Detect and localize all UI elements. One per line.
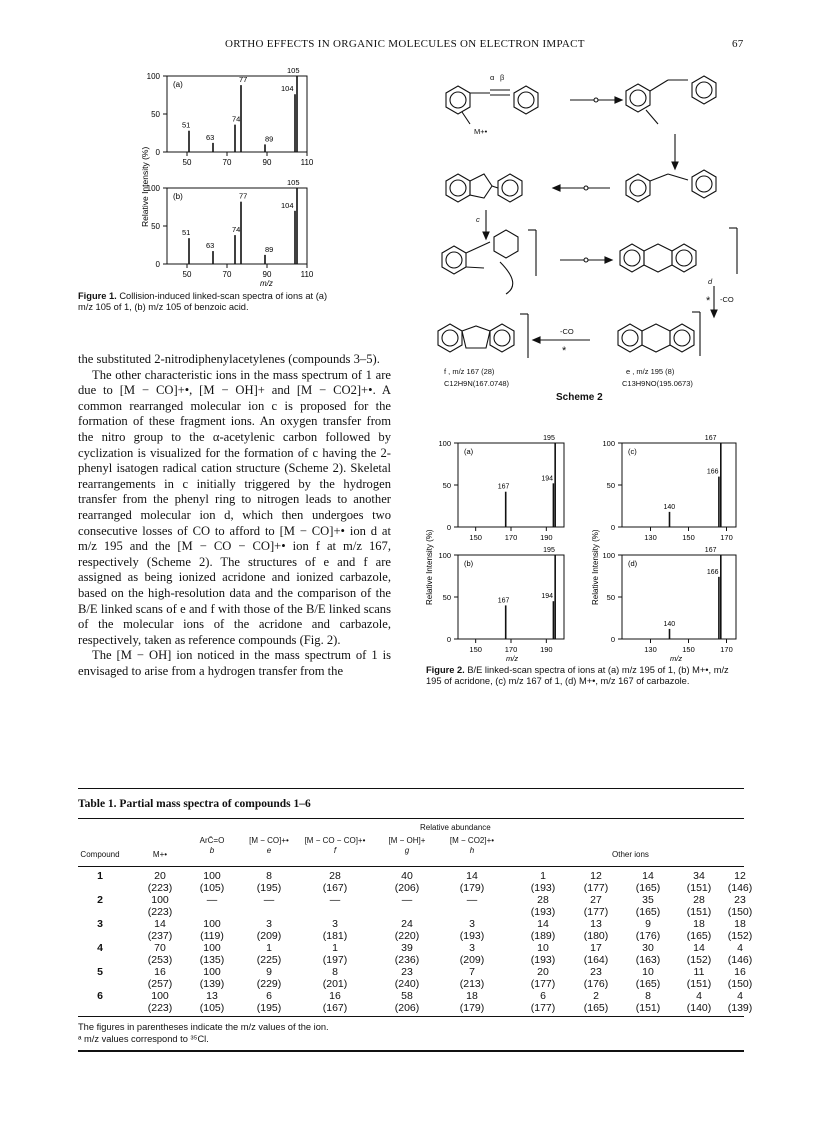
table-cell: 23 [590, 966, 602, 978]
table-cell: 4 [737, 990, 743, 1002]
co-loss-label-1: -CO [720, 295, 734, 304]
table-cell: (209) [256, 930, 282, 942]
y-tick-label: 100 [438, 439, 451, 448]
table-cell: (253) [147, 954, 173, 966]
table-cell: (229) [256, 978, 282, 990]
paragraph-1: the substituted 2-nitrodiphenylacetylenes (compounds 3–5). [78, 352, 380, 366]
peak-label: 167 [704, 547, 717, 554]
table-cell: (257) [147, 978, 173, 990]
peak-label: 74 [232, 114, 241, 124]
table-cell: 8 [332, 966, 338, 978]
table-header-cell: Compound [80, 850, 120, 859]
table-cell: 16 [734, 966, 746, 978]
table-cell: (195) [256, 1002, 282, 1014]
peak-label: 63 [206, 241, 215, 251]
table-cell: 23 [734, 894, 746, 906]
scheme2-diagram [410, 62, 745, 407]
table-relative-abundance: Relative abundance [420, 823, 491, 832]
table-row [78, 930, 753, 942]
figure1-caption [78, 291, 336, 313]
table-cell: (237) [147, 930, 173, 942]
figure2-xlabel-left: m/z [506, 654, 519, 663]
peak-label: 167 [497, 483, 510, 491]
y-tick-label: 50 [151, 110, 160, 119]
table-cell: — [206, 894, 218, 906]
table-cell: (167) [322, 882, 348, 894]
y-tick-label: 0 [610, 635, 615, 644]
table-cell: 28 [693, 894, 705, 906]
table-row [78, 954, 753, 966]
figure1-panel-b [147, 178, 314, 279]
table-cell: (176) [635, 930, 661, 942]
peak-label: 195 [543, 547, 555, 554]
table-cell: — [466, 894, 478, 906]
x-tick-label: 170 [504, 533, 518, 542]
peak-label: 166 [706, 568, 719, 576]
x-tick-label: 150 [682, 533, 695, 542]
table-cell: 27 [590, 894, 602, 906]
table-cell: 16 [154, 966, 166, 978]
table-header-cell: [M − CO]+• e [249, 836, 289, 855]
panel-label: (b) [173, 192, 183, 201]
peak-label: 89 [265, 134, 274, 144]
figure2-caption-label: Figure 2. [426, 665, 465, 675]
table-cell: (140) [686, 1002, 712, 1014]
table-cell: 18 [734, 918, 746, 930]
table-cell: (177) [530, 1002, 556, 1014]
running-title: ORTHO EFFECTS IN ORGANIC MOLECULES ON ELECTRON IMPACT [225, 38, 585, 50]
table-cell: 34 [693, 870, 705, 882]
plot-frame [458, 443, 564, 527]
table-cell: 10 [537, 942, 549, 954]
compound-number: 6 [97, 990, 103, 1002]
table-cell: (197) [322, 954, 348, 966]
table-cell: — [329, 894, 341, 906]
peak-label: 74 [232, 225, 241, 235]
table-cell: 39 [401, 942, 413, 954]
table-cell: 3 [469, 918, 475, 930]
table-cell: 12 [734, 870, 746, 882]
table-cell: (165) [635, 978, 661, 990]
table-row [78, 918, 744, 930]
peak-label: 104 [281, 84, 294, 94]
table-cell: 6 [540, 990, 546, 1002]
table-cell: 40 [401, 870, 413, 882]
table-cell: (193) [530, 954, 556, 966]
table-cell: 14 [693, 942, 705, 954]
figure2-ylabel-left: Relative Intensity (%) [425, 529, 434, 605]
beta-label: β [500, 73, 505, 82]
table-cell: 20 [154, 870, 166, 882]
table-cell: (189) [530, 930, 556, 942]
table-cell: 13 [206, 990, 218, 1002]
table-cell: (177) [583, 882, 609, 894]
table-row [78, 966, 744, 978]
table-cell: (206) [394, 882, 420, 894]
table-header-cell: ArC̄=O b [199, 836, 225, 855]
peak-label: 166 [706, 468, 719, 476]
x-tick-label: 110 [300, 158, 314, 167]
x-tick-label: 70 [222, 270, 232, 279]
table-cell: (179) [459, 1002, 485, 1014]
table-footnote-1: The figures in parentheses indicate the m/z values of the ion. [78, 1022, 329, 1032]
y-tick-label: 100 [602, 551, 615, 560]
table-cell: 35 [642, 894, 654, 906]
table-cell: 2 [593, 990, 599, 1002]
paragraph-2: The other characteristic ions in the mass spectrum of 1 are due to [M − CO]+•, [M − OH]+ and [M − CO2]+•. A common rearranged molecular ion c is proposed for the formation of these fragment ions. An oxygen transfer from the nitro group to the α-acetylenic carbon followed by cyclization is visualized for the formation of c having the 2-phenyl isatogen radical cation structure (Scheme 2). Skeletal rearrangements in c initially triggered by the hydrogen transfer from the phenyl ring to nitrogen leads to another rearranged molecular ion d, which then undergoes two consecutive losses of CO to afford to [M − CO]+• ion d at m/z 195 and the [M − CO − CO]+• ion f at m/z 167, respectively (Scheme 2). The structures of e and f are assigned as being ionized acridone and ionized carbazole, based on the high-resolution data and the comparison of the B/E linked scans of e and f with those of the B/E linked scans of the molecular ions of the acridone and carbazole, respectively, taken as reference compounds (Fig. 2). [78, 367, 391, 647]
table-cell: (152) [686, 954, 712, 966]
table-cell: 28 [329, 870, 341, 882]
panel-label: (d) [628, 559, 638, 568]
table-cell: 1 [540, 870, 546, 882]
peak-label: 63 [206, 132, 215, 142]
figure2-panel-a [438, 435, 564, 542]
e-formula: C13H9NO(195.0673) [622, 379, 693, 388]
table-cell: 1 [332, 942, 338, 954]
x-tick-label: 170 [720, 533, 733, 542]
peak-label: 105 [287, 178, 300, 187]
table-bottom-rule [78, 1016, 744, 1017]
x-tick-label: 130 [644, 645, 657, 654]
table-cell: 6 [266, 990, 272, 1002]
figure1-caption-text: Collision-induced linked-scan spectra of ions at (a) m/z 105 of 1, (b) m/z 105 of benzoic acid. [78, 291, 328, 312]
table-cell: (206) [394, 1002, 420, 1014]
table-cell: (105) [199, 1002, 225, 1014]
figure2-panel-d [602, 547, 736, 654]
table-cell: (225) [256, 954, 282, 966]
x-tick-label: 170 [720, 645, 733, 654]
panel-label: (a) [464, 447, 474, 456]
table-row [78, 894, 744, 906]
table-cell: 3 [469, 942, 475, 954]
table-cell: (152) [727, 930, 753, 942]
peak-label: 194 [541, 475, 554, 483]
x-tick-label: 190 [540, 645, 553, 654]
table-top-rule [78, 788, 744, 789]
table-cell: 10 [642, 966, 654, 978]
table-cell: 18 [466, 990, 478, 1002]
table-cell: (139) [727, 1002, 753, 1014]
table-cell: 100 [203, 870, 221, 882]
d-label: d [708, 277, 713, 286]
figure1-panel-a [147, 66, 314, 167]
table-cell: (139) [199, 978, 225, 990]
peak-label: 105 [287, 66, 300, 75]
table-cell: (151) [686, 882, 712, 894]
table-cell: (209) [459, 954, 485, 966]
x-tick-label: 50 [182, 270, 192, 279]
table-cell: 9 [645, 918, 651, 930]
table-cell: (213) [459, 978, 485, 990]
y-tick-label: 50 [606, 481, 615, 490]
figure2-caption [426, 665, 744, 687]
y-tick-label: 50 [442, 593, 451, 602]
table-footnote-2: ᵃ m/z values correspond to ³⁵Cl. [78, 1034, 209, 1044]
y-tick-label: 0 [155, 260, 160, 269]
table-cell: (167) [322, 1002, 348, 1014]
metastable-star-2: * [562, 345, 567, 357]
table-cell: 4 [696, 990, 702, 1002]
table-cell: (201) [322, 978, 348, 990]
x-tick-label: 90 [262, 158, 272, 167]
alpha-label: α [490, 73, 495, 82]
y-tick-label: 0 [446, 635, 451, 644]
table-cell: (105) [199, 882, 225, 894]
compound-number: 2 [97, 894, 103, 906]
table-cell: (180) [583, 930, 609, 942]
table-cell: (151) [686, 906, 712, 918]
x-tick-label: 150 [682, 645, 695, 654]
figure2-xlabel-right: m/z [670, 654, 683, 663]
figure2-panel-b [438, 547, 564, 654]
molecular-ion-label: M+• [474, 127, 488, 136]
table-cell: (195) [256, 882, 282, 894]
table-row [78, 942, 744, 954]
table-header-cell: [M − CO2]+• h [449, 836, 495, 855]
table-cell: (119) [200, 930, 224, 942]
table-cell: 7 [469, 966, 475, 978]
peak-label: 167 [704, 435, 717, 442]
table-cell: 70 [154, 942, 166, 954]
figure2-panel-c [602, 435, 736, 542]
table-cell: (150) [727, 906, 753, 918]
table-cell: (223) [147, 882, 173, 894]
compound-number: 1 [97, 870, 103, 882]
table-cell: (165) [583, 1002, 609, 1014]
table-cell: (193) [459, 930, 485, 942]
metastable-star-1: * [706, 295, 711, 307]
table-cell: (146) [727, 882, 753, 894]
table-cell: 100 [203, 942, 221, 954]
table-cell: 12 [590, 870, 602, 882]
table-cell: (176) [583, 978, 609, 990]
table-header-cell: M+• [152, 850, 168, 859]
c-label: c [476, 215, 480, 224]
table-cell: 17 [590, 942, 602, 954]
table-cell: 8 [645, 990, 651, 1002]
table-row [78, 1002, 753, 1014]
body-text [78, 352, 391, 679]
table-cell: (146) [727, 954, 753, 966]
table-header-rule [78, 818, 744, 819]
table-row [78, 882, 753, 894]
figure2-caption-text: B/E linked-scan spectra of ions at (a) m/z 195 of 1, (b) M+•, m/z 195 of acridone, (c) m/z 167 of 1, (d) M+•, m/z 167 of carbazole. [426, 665, 729, 686]
compound-number: 3 [97, 918, 103, 930]
table-cell: 11 [693, 966, 705, 978]
table-cell: (150) [727, 978, 753, 990]
table-header-cell: [M − CO − CO]+• f [304, 836, 366, 855]
panel-label: (a) [173, 80, 183, 89]
table-cell: (165) [635, 906, 661, 918]
panel-label: (c) [628, 447, 637, 456]
table-cell: 28 [537, 894, 549, 906]
table-cell: (223) [147, 1002, 173, 1014]
y-tick-label: 0 [446, 523, 451, 532]
table-cell: 14 [642, 870, 654, 882]
paragraph-3: The [M − OH] ion noticed in the mass spectrum of 1 is envisaged to arise from a hydrogen transfer from the [78, 648, 391, 678]
y-tick-label: 50 [151, 222, 160, 231]
table-cell: 23 [401, 966, 413, 978]
table-cell: 16 [329, 990, 341, 1002]
table-cell: (165) [686, 930, 712, 942]
peak-label: 140 [663, 620, 676, 628]
table-cell: 3 [332, 918, 338, 930]
peak-label: 194 [541, 593, 554, 601]
table-cell: 24 [401, 918, 413, 930]
e-ion-label: e , m/z 195 (8) [626, 367, 675, 376]
table-cell: 100 [203, 966, 221, 978]
table-cell: (151) [635, 1002, 661, 1014]
peak-label: 195 [543, 435, 555, 442]
table-cell: (181) [322, 930, 348, 942]
peak-label: 77 [239, 75, 248, 85]
table-header-bottom-rule [78, 866, 744, 867]
table-cell: (179) [459, 882, 485, 894]
table-cell: 100 [203, 918, 221, 930]
table-cell: — [401, 894, 413, 906]
x-tick-label: 110 [300, 270, 314, 279]
table-cell: 4 [737, 942, 743, 954]
table-other-ions: Other ions [612, 850, 649, 859]
y-tick-label: 0 [610, 523, 615, 532]
y-tick-label: 0 [155, 148, 160, 157]
table-cell: 8 [266, 870, 272, 882]
figure2-chart [418, 435, 748, 665]
table-cell: 14 [466, 870, 478, 882]
table-cell: 18 [693, 918, 705, 930]
table-title: Table 1. Partial mass spectra of compounds 1–6 [78, 798, 311, 810]
table-cell: 100 [151, 894, 169, 906]
figure2-ylabel-right: Relative Intensity (%) [591, 529, 600, 605]
table-cell: 58 [401, 990, 413, 1002]
table-body [78, 870, 753, 1014]
table-cell: 14 [154, 918, 166, 930]
table-cell: 30 [642, 942, 654, 954]
x-tick-label: 130 [644, 533, 657, 542]
compound-number: 5 [97, 966, 103, 978]
table-row [78, 978, 753, 990]
table-cell: (223) [147, 906, 173, 918]
table-cell: (193) [530, 906, 556, 918]
figure1-caption-label: Figure 1. [78, 291, 117, 301]
table-cell: (163) [635, 954, 661, 966]
x-tick-label: 150 [469, 533, 482, 542]
benzene-ring [494, 230, 518, 258]
peak-label: 77 [239, 191, 248, 201]
page-number: 67 [732, 38, 744, 50]
table-cell: 13 [590, 918, 602, 930]
table-cell: (151) [686, 978, 712, 990]
table-cell: (164) [583, 954, 609, 966]
x-tick-label: 50 [182, 158, 192, 167]
table-cell: (135) [199, 954, 225, 966]
co-loss-label-2: -CO [560, 327, 574, 336]
x-tick-label: 70 [222, 158, 232, 167]
table-cell: 1 [266, 942, 272, 954]
table-row [78, 906, 753, 918]
y-tick-label: 50 [606, 593, 615, 602]
y-tick-label: 50 [442, 481, 451, 490]
peak-label: 51 [182, 228, 191, 238]
table-cell: 3 [266, 918, 272, 930]
table-cell: (165) [635, 882, 661, 894]
table-row [78, 990, 744, 1002]
f-formula: C12H9N(167.0748) [444, 379, 510, 388]
peak-label: 51 [182, 120, 191, 130]
peak-label: 167 [497, 597, 510, 605]
peak-label: 140 [663, 503, 676, 511]
scheme-label: Scheme 2 [556, 392, 603, 403]
table-end-rule [78, 1050, 744, 1052]
figure1-ylabel: Relative Intensity (%) [140, 146, 150, 227]
table-cell: — [263, 894, 275, 906]
figure1-chart [120, 62, 335, 290]
y-tick-label: 100 [146, 184, 160, 193]
x-tick-label: 90 [262, 270, 272, 279]
table-cell: (177) [530, 978, 556, 990]
f-ion-label: f , m/z 167 (28) [444, 367, 495, 376]
table-header-cell: [M − OH]+ g [388, 836, 426, 855]
x-tick-label: 150 [469, 645, 482, 654]
panel-label: (b) [464, 559, 474, 568]
table-cell: 14 [537, 918, 549, 930]
y-tick-label: 100 [146, 72, 160, 81]
table-cell: (220) [394, 930, 420, 942]
table-cell: 100 [151, 990, 169, 1002]
peak-label: 89 [265, 244, 274, 254]
table-cell: (236) [394, 954, 420, 966]
table-cell: (193) [530, 882, 556, 894]
y-tick-label: 100 [602, 439, 615, 448]
table-cell: 20 [537, 966, 549, 978]
table-row [78, 870, 744, 882]
x-tick-label: 190 [540, 533, 553, 542]
y-tick-label: 100 [438, 551, 451, 560]
peak-label: 104 [281, 200, 294, 210]
x-tick-label: 170 [504, 645, 518, 654]
table-cell: (240) [394, 978, 420, 990]
table-cell: (177) [583, 906, 609, 918]
figure1-xlabel: m/z [260, 279, 273, 288]
table-cell: 9 [266, 966, 272, 978]
compound-number: 4 [97, 942, 103, 954]
